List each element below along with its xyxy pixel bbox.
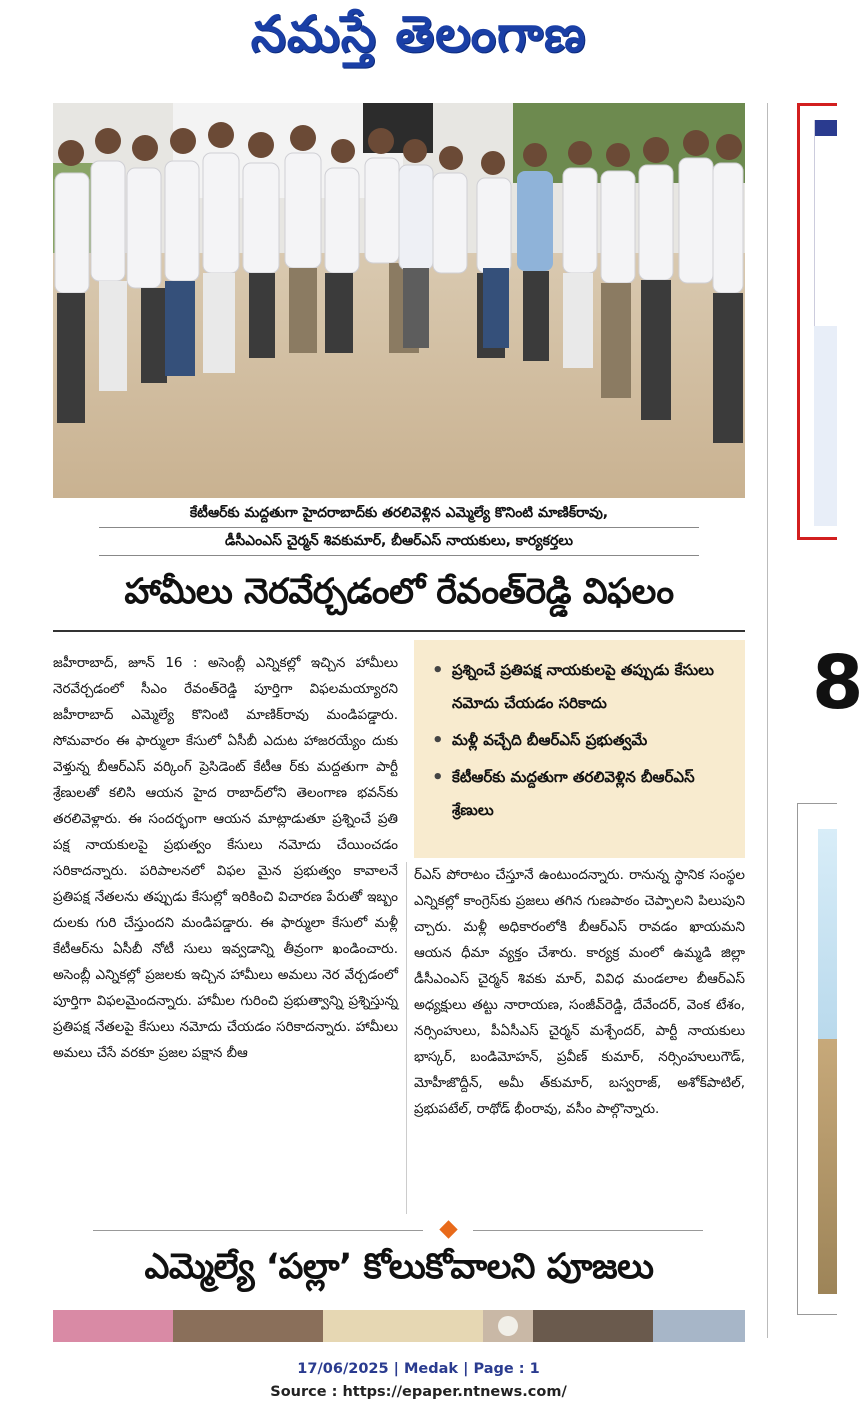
- highlights-box: [414, 640, 745, 858]
- ad-sky: [818, 829, 837, 1039]
- caption-divider: [99, 527, 699, 528]
- article-body-text: ర్ఎస్ పోరాటం చేస్తూనే ఉంటుందన్నారు. రానున్న స్థానిక సంస్థల ఎన్నికల్లో కాంగ్రెస్‌కు ప్రజలు తగిన గుణపాఠం చెప్పాలని పిలుపుని చ్చారు. మళ్లీ అధికారంలోకి బీఆర్ఎస్ రావడం ఖాయమని ఆయన ధీమా వ్యక్తం చేశారు. కార్యక్ర మంలో ఉమ్మడి జిల్లా డీసీఎంఎస్ చైర్మన్ శివకు మార్, వివిధ మండలాల బీఆర్ఎస్ అధ్యక్షులు తట్టు నారాయణ, సంజీవ్‌రెడ్డి, దేవేందర్, వెంక టేశం, నర్సింహులు, పీఏసీఎస్ చైర్మన్ మశ్చేందర్, పార్టీ నాయకులు భాస్కర్, బండిమోహన్, ప్రవీణ్ కుమార్, నర్సింహులుగౌడ్, మోహీజొద్దీన్, అమీ త్‌కుమార్, బస్వరాజ్, అశోక్‌పాటిల్, ప్రభుపటేల్, రాథోడ్ భీంరావు, వసీం పాల్గొన్నారు.: [414, 867, 745, 1117]
- article-column-1: [53, 650, 398, 1066]
- side-ad-glyph: 8: [812, 640, 864, 726]
- highlight-item: • ప్రశ్నించే ప్రతిపక్ష నాయకులపై తప్పుడు కేసులు నమోదు చేయడం సరికాదు: [428, 654, 735, 720]
- article2-photo: [53, 1310, 745, 1342]
- group-photo-image: [53, 103, 745, 498]
- footer-source: Source : https://epaper.ntnews.com/: [270, 1384, 567, 1400]
- footer-date-edition: 17/06/2025 | Medak | Page : 1: [297, 1361, 540, 1377]
- newspaper-title: నమస్తే తెలంగాణ: [250, 4, 587, 63]
- advertisement-bottom: [797, 803, 837, 1315]
- highlight-item: • కేటీఆర్‌కు మద్దతుగా తరలివెళ్లిన బీఆర్ఎస్ శ్రేణులు: [428, 761, 735, 827]
- column-divider: [767, 103, 768, 1338]
- headline-rule: [53, 630, 745, 632]
- diamond-icon: [439, 1220, 457, 1238]
- article2-headline: ఎమ్మెల్యే ‘పల్లా’ కోలుకోవాలని పూజలు: [144, 1247, 654, 1287]
- article-body-text: జహీరాబాద్, జూన్ 16 : అసెంబ్లీ ఎన్నికల్లో ఇచ్చిన హామీలు నెరవేర్చడంలో సీఎం రేవంత్‌రెడ్డి పూర్తిగా విఫలమయ్యారని జహీరాబాద్ ఎమ్మెల్యే కొనింటి మాణిక్‌రావు మండిపడ్డారు. సోమవారం ఈ ఫార్ములా కేసులో ఏసీబీ ఎదుట హాజరయ్యేం దుకు వెళ్తున్న బీఆర్ఎస్ వర్కింగ్ ప్రెసిడెంట్ కేటీఆ ర్‌కు మద్దతుగా పార్టీ శ్రేణులతో కలిసి ఆయన హైద రాబాద్‌లోని తెలంగాణ భవన్‌కు తరలివెళ్లారు. ఈ సందర్భంగా ఆయన మాట్లాడుతూ ప్రశ్నించే ప్రతి పక్ష నాయకులపై ప్రభుత్వం కేసులు నమోదు చేయించడం సరికాదన్నారు. పరిపాలనలో విఫల మైన ప్రభుత్వం కావాలనే ప్రతిపక్ష నేతలను తప్పుడు కేసుల్లో ఇరికించి విచారణ పేరుతో ఇబ్బం దులకు గురి చేస్తుందని మండిపడ్డారు. ఈ ఫార్ములా కేసులో మళ్లీ కేటీఆర్‌ను ఏసీబీ నోటీ సులు ఇవ్వడాన్ని తీవ్రంగా ఖండించారు. అసెంబ్లీ ఎన్నికల్లో ప్రజలకు ఇచ్చిన హామీలు అమలు నెర వేర్చడంలో పూర్తిగా విఫలమైందన్నారు. హామీల గురించి ప్రభుత్వాన్ని ప్రశ్నిస్తున్న ప్రతిపక్ష నేతలపై కేసులు నమోదు చేయడం సరికాదన్నారు. హామీలు అమలు చేసే వరకూ ప్రజల పక్షాన బీఆ: [53, 655, 398, 1061]
- masthead: [0, 0, 837, 80]
- page-footer: [0, 1358, 837, 1404]
- caption-line-2: డీసీఎంఎస్ చైర్మన్ శివకుమార్, బీఆర్ఎస్ నాయకులు, కార్యకర్తలు: [224, 533, 574, 549]
- caption-divider: [99, 555, 699, 556]
- caption-line-1: కేటీఆర్‌కు మద్దతుగా హైదరాబాద్‌కు తరలివెళ్లిన ఎమ్మెల్యే కొనింటి మాణిక్‌రావు,: [189, 505, 609, 521]
- article-headline: హామీలు నెరవేర్చడంలో రేవంత్‌రెడ్డి విఫలం: [124, 572, 674, 612]
- ornament-line: [93, 1230, 423, 1231]
- section-ornament: [53, 1222, 745, 1238]
- ornament-line: [473, 1230, 703, 1231]
- column-divider: [406, 862, 407, 1214]
- ad-stripe: [814, 326, 837, 526]
- article2-photo-image: [53, 1310, 745, 1342]
- news-photo: [53, 103, 745, 498]
- ad-land: [818, 1039, 837, 1294]
- article-column-2: [414, 862, 745, 1122]
- photo-caption: [53, 502, 745, 558]
- highlight-item: • మళ్లీ వచ్చేది బీఆర్ఎస్ ప్రభుత్వమే: [428, 724, 735, 757]
- highlights-list: [428, 654, 735, 827]
- advertisement-top: [797, 103, 837, 540]
